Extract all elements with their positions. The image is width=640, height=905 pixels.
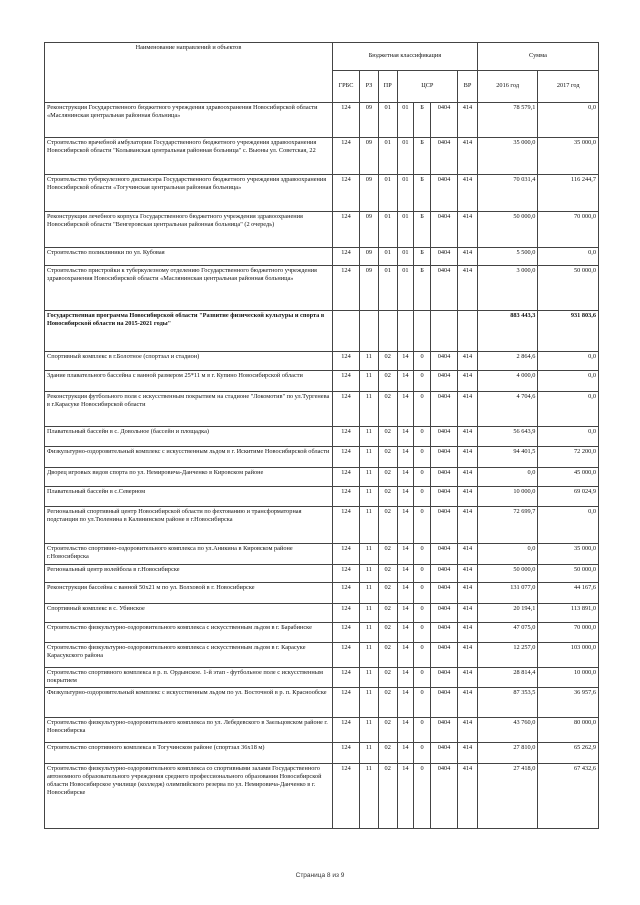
- cell-name: Региональный центр волейбола в г.Новосибирске: [45, 565, 333, 583]
- cell-grbs: 124: [332, 468, 359, 487]
- budget-table: [44, 42, 599, 829]
- cell-rz: 11: [360, 447, 379, 468]
- cell-c3: 0404: [430, 266, 457, 311]
- cell-pr: 02: [378, 604, 397, 623]
- cell-c1: 14: [397, 468, 414, 487]
- table-row: [45, 392, 599, 427]
- cell-c1: 14: [397, 604, 414, 623]
- cell-y2016: 5 500,0: [477, 248, 538, 266]
- table-row: [45, 487, 599, 507]
- header-2017: 2017 год: [538, 71, 599, 103]
- cell-y2016: 27 810,0: [477, 743, 538, 764]
- cell-pr: 02: [378, 718, 397, 743]
- cell-pr: 02: [378, 688, 397, 718]
- cell-c1: 14: [397, 718, 414, 743]
- table-row: [45, 668, 599, 688]
- cell-vr: 414: [458, 565, 478, 583]
- cell-pr: 02: [378, 352, 397, 371]
- cell-c2: 0: [414, 507, 431, 544]
- cell-y2017: 35 000,0: [538, 544, 599, 565]
- cell-grbs: 124: [332, 487, 359, 507]
- cell-c1: 01: [397, 138, 414, 175]
- cell-c2: 0: [414, 487, 431, 507]
- cell-c3: 0404: [430, 487, 457, 507]
- cell-name: Плавательный бассейн в с.Северном: [45, 487, 333, 507]
- cell-c2: 0: [414, 643, 431, 668]
- table-row: [45, 544, 599, 565]
- cell-vr: 414: [458, 352, 478, 371]
- cell-pr: 02: [378, 468, 397, 487]
- cell-y2016: 50 000,0: [477, 212, 538, 248]
- header-2016: 2016 год: [477, 71, 538, 103]
- cell-name: Реконструкция футбольного поля с искусственным покрытием на стадионе "Локомотив" по ул.Тургенева в г.Карасуке Новосибирской области: [45, 392, 333, 427]
- cell-c1: 14: [397, 352, 414, 371]
- header-grbs: ГРБС: [332, 71, 359, 103]
- cell-c2: Б: [414, 103, 431, 138]
- cell-pr: 02: [378, 623, 397, 643]
- cell-vr: 414: [458, 743, 478, 764]
- table-row: [45, 266, 599, 311]
- cell-pr: 01: [378, 248, 397, 266]
- cell-c1: 14: [397, 743, 414, 764]
- cell-c3: 0404: [430, 175, 457, 212]
- table-row: [45, 427, 599, 447]
- cell-vr: 414: [458, 266, 478, 311]
- table-row: [45, 507, 599, 544]
- table-row: [45, 103, 599, 138]
- cell-name: Строительство поликлиники по ул. Кубовая: [45, 248, 333, 266]
- cell-grbs: [332, 311, 359, 352]
- cell-c1: [397, 311, 414, 352]
- cell-name: Региональный спортивный центр Новосибирской области по фехтованию и трансформаторная подстанция по ул.Тюленина в Калининском районе в г.Новосибирска: [45, 507, 333, 544]
- cell-vr: 414: [458, 583, 478, 604]
- header-vr: ВР: [458, 71, 478, 103]
- cell-rz: 11: [360, 743, 379, 764]
- cell-name: Физкультурно-оздоровительный комплекс с искусственным льдом по ул. Восточной в р. п. Краснообске: [45, 688, 333, 718]
- cell-c2: 0: [414, 468, 431, 487]
- cell-y2017: 36 957,6: [538, 688, 599, 718]
- cell-y2017: 0,0: [538, 352, 599, 371]
- cell-grbs: 124: [332, 604, 359, 623]
- cell-c3: 0404: [430, 668, 457, 688]
- cell-y2017: 10 000,0: [538, 668, 599, 688]
- cell-vr: 414: [458, 427, 478, 447]
- cell-grbs: 124: [332, 138, 359, 175]
- cell-c2: [414, 311, 431, 352]
- cell-c2: 0: [414, 352, 431, 371]
- cell-rz: 09: [360, 175, 379, 212]
- cell-name: Строительство врачебной амбулатории Государственного бюджетного учреждения здравоохранения Новосибирской области "Колыванская центральная районная больница" с. Вьюны ул. Советская, 22: [45, 138, 333, 175]
- cell-y2016: 883 443,3: [477, 311, 538, 352]
- cell-c3: 0404: [430, 544, 457, 565]
- cell-rz: 09: [360, 103, 379, 138]
- cell-c3: 0404: [430, 718, 457, 743]
- cell-rz: 11: [360, 427, 379, 447]
- cell-vr: 414: [458, 103, 478, 138]
- cell-name: Реконструкция лечебного корпуса Государственного бюджетного учреждения здравоохранения Новосибирской области "Венгеровская центральная районная больница" (2 очередь): [45, 212, 333, 248]
- cell-grbs: 124: [332, 371, 359, 392]
- cell-c3: 0404: [430, 352, 457, 371]
- cell-vr: 414: [458, 392, 478, 427]
- cell-c3: [430, 311, 457, 352]
- cell-c3: 0404: [430, 392, 457, 427]
- cell-c2: 0: [414, 583, 431, 604]
- cell-rz: 09: [360, 248, 379, 266]
- cell-y2016: 35 000,0: [477, 138, 538, 175]
- cell-rz: 11: [360, 392, 379, 427]
- cell-y2016: 4 704,6: [477, 392, 538, 427]
- cell-c3: 0404: [430, 643, 457, 668]
- cell-vr: 414: [458, 668, 478, 688]
- cell-y2017: 116 244,7: [538, 175, 599, 212]
- cell-y2017: 80 000,0: [538, 718, 599, 743]
- cell-y2017: 0,0: [538, 392, 599, 427]
- cell-vr: 414: [458, 544, 478, 565]
- cell-rz: 11: [360, 507, 379, 544]
- cell-pr: 02: [378, 507, 397, 544]
- cell-c3: 0404: [430, 212, 457, 248]
- cell-c1: 14: [397, 487, 414, 507]
- cell-vr: 414: [458, 623, 478, 643]
- header-csr: ЦСР: [397, 71, 457, 103]
- cell-grbs: 124: [332, 718, 359, 743]
- table-row: [45, 248, 599, 266]
- table-row: [45, 371, 599, 392]
- table-row: [45, 583, 599, 604]
- table-row: [45, 743, 599, 764]
- cell-pr: 02: [378, 371, 397, 392]
- cell-rz: 09: [360, 266, 379, 311]
- cell-c3: 0404: [430, 604, 457, 623]
- cell-c2: 0: [414, 565, 431, 583]
- cell-pr: 02: [378, 392, 397, 427]
- cell-pr: 01: [378, 266, 397, 311]
- cell-grbs: 124: [332, 544, 359, 565]
- cell-rz: 09: [360, 212, 379, 248]
- cell-name: Плавательный бассейн в с. Довольное (бассейн и площадка): [45, 427, 333, 447]
- header-pr: ПР: [378, 71, 397, 103]
- cell-c1: 14: [397, 583, 414, 604]
- cell-y2017: 69 024,9: [538, 487, 599, 507]
- cell-grbs: 124: [332, 688, 359, 718]
- cell-name: Дворец игровых видов спорта по ул. Немировича-Данченко в Кировском районе: [45, 468, 333, 487]
- cell-name: Спортивный комплекс в с. Убинское: [45, 604, 333, 623]
- cell-c3: 0404: [430, 371, 457, 392]
- cell-name: Строительство спортивного комплекса в Тогучинском районе (спортзал 36х18 м): [45, 743, 333, 764]
- cell-pr: 02: [378, 487, 397, 507]
- cell-c3: 0404: [430, 248, 457, 266]
- cell-rz: 11: [360, 623, 379, 643]
- page-number: Страница 8 из 9: [295, 872, 345, 879]
- cell-y2016: 87 353,5: [477, 688, 538, 718]
- cell-c2: 0: [414, 392, 431, 427]
- cell-name: Строительство пристройки к туберкулезному отделению Государственного бюджетного учреждения здравоохранения Новосибирской области «Маслянинская центральная районная больница»: [45, 266, 333, 311]
- cell-vr: [458, 311, 478, 352]
- cell-c1: 14: [397, 507, 414, 544]
- cell-y2017: 50 000,0: [538, 565, 599, 583]
- cell-grbs: 124: [332, 248, 359, 266]
- cell-y2016: 28 814,4: [477, 668, 538, 688]
- cell-rz: 11: [360, 718, 379, 743]
- cell-grbs: 124: [332, 507, 359, 544]
- cell-c1: 14: [397, 392, 414, 427]
- cell-c3: 0404: [430, 138, 457, 175]
- cell-vr: 414: [458, 764, 478, 829]
- cell-vr: 414: [458, 371, 478, 392]
- cell-rz: 11: [360, 352, 379, 371]
- cell-grbs: 124: [332, 447, 359, 468]
- cell-pr: 01: [378, 103, 397, 138]
- table-row: [45, 138, 599, 175]
- cell-rz: 11: [360, 604, 379, 623]
- cell-name: Строительство физкультурно-оздоровительного комплекса с искусственным льдом в г. Барабинске: [45, 623, 333, 643]
- cell-y2016: 50 000,0: [477, 565, 538, 583]
- table-row: [45, 604, 599, 623]
- cell-c1: 01: [397, 212, 414, 248]
- cell-pr: 02: [378, 447, 397, 468]
- cell-y2017: 44 167,6: [538, 583, 599, 604]
- cell-c2: 0: [414, 688, 431, 718]
- cell-pr: 01: [378, 138, 397, 175]
- cell-grbs: 124: [332, 583, 359, 604]
- table-row: [45, 764, 599, 829]
- cell-c2: 0: [414, 764, 431, 829]
- cell-y2016: 56 643,9: [477, 427, 538, 447]
- cell-y2017: 72 200,0: [538, 447, 599, 468]
- table-row: [45, 212, 599, 248]
- cell-c3: 0404: [430, 103, 457, 138]
- cell-c3: 0404: [430, 764, 457, 829]
- cell-name: Реконструкция бассейна с ванной 50х21 м по ул. Волховой в г. Новосибирске: [45, 583, 333, 604]
- cell-c2: Б: [414, 212, 431, 248]
- cell-c3: 0404: [430, 583, 457, 604]
- cell-c2: 0: [414, 427, 431, 447]
- cell-grbs: 124: [332, 175, 359, 212]
- cell-rz: 11: [360, 764, 379, 829]
- table-row: [45, 565, 599, 583]
- cell-c3: 0404: [430, 623, 457, 643]
- cell-y2017: 0,0: [538, 103, 599, 138]
- cell-y2017: 0,0: [538, 427, 599, 447]
- cell-pr: 02: [378, 743, 397, 764]
- table-row: [45, 623, 599, 643]
- cell-pr: 02: [378, 427, 397, 447]
- cell-name: Строительство физкультурно-оздоровительного комплекса со спортивными залами Государственного автономного образовательного учреждения среднего профессионального образования Новосибирской области Новосибирское училище (колледж) олимпийского резерва по ул. Немировича-Данченко в г. Новосибирске: [45, 764, 333, 829]
- cell-y2017: 67 432,6: [538, 764, 599, 829]
- cell-rz: 11: [360, 668, 379, 688]
- cell-name: Реконструкция Государственного бюджетного учреждения здравоохранения Новосибирской области «Маслянинская центральная районная больница»: [45, 103, 333, 138]
- table-row: [45, 688, 599, 718]
- cell-c2: 0: [414, 718, 431, 743]
- table-row: [45, 175, 599, 212]
- cell-c1: 14: [397, 764, 414, 829]
- cell-vr: 414: [458, 507, 478, 544]
- table-row: [45, 468, 599, 487]
- cell-c3: 0404: [430, 468, 457, 487]
- cell-grbs: 124: [332, 266, 359, 311]
- cell-grbs: 124: [332, 103, 359, 138]
- cell-c1: 14: [397, 427, 414, 447]
- cell-rz: 11: [360, 688, 379, 718]
- cell-grbs: 124: [332, 352, 359, 371]
- cell-rz: 11: [360, 487, 379, 507]
- cell-grbs: 124: [332, 764, 359, 829]
- cell-vr: 414: [458, 718, 478, 743]
- cell-rz: 11: [360, 468, 379, 487]
- cell-c1: 14: [397, 565, 414, 583]
- cell-pr: 01: [378, 212, 397, 248]
- cell-y2017: 70 000,0: [538, 212, 599, 248]
- cell-rz: 11: [360, 544, 379, 565]
- header-rz: РЗ: [360, 71, 379, 103]
- cell-vr: 414: [458, 604, 478, 623]
- cell-y2017: 931 803,6: [538, 311, 599, 352]
- cell-y2016: 10 000,0: [477, 487, 538, 507]
- table-row: [45, 718, 599, 743]
- cell-c1: 01: [397, 103, 414, 138]
- cell-grbs: 124: [332, 668, 359, 688]
- cell-c3: 0404: [430, 507, 457, 544]
- cell-y2016: 78 579,1: [477, 103, 538, 138]
- cell-c2: 0: [414, 447, 431, 468]
- program-row: [45, 311, 599, 352]
- cell-rz: 11: [360, 583, 379, 604]
- cell-pr: 02: [378, 565, 397, 583]
- cell-c1: 14: [397, 371, 414, 392]
- cell-y2016: 20 194,1: [477, 604, 538, 623]
- cell-c2: 0: [414, 743, 431, 764]
- cell-pr: [378, 311, 397, 352]
- cell-c2: 0: [414, 668, 431, 688]
- cell-vr: 414: [458, 447, 478, 468]
- cell-y2017: 103 000,0: [538, 643, 599, 668]
- cell-c1: 01: [397, 248, 414, 266]
- cell-c2: 0: [414, 544, 431, 565]
- cell-y2016: 43 760,0: [477, 718, 538, 743]
- cell-y2017: 0,0: [538, 248, 599, 266]
- cell-vr: 414: [458, 468, 478, 487]
- cell-c2: 0: [414, 371, 431, 392]
- cell-grbs: 124: [332, 565, 359, 583]
- cell-c3: 0404: [430, 565, 457, 583]
- cell-y2016: 3 000,0: [477, 266, 538, 311]
- cell-y2016: 72 699,7: [477, 507, 538, 544]
- cell-pr: 02: [378, 668, 397, 688]
- cell-rz: 09: [360, 138, 379, 175]
- cell-vr: 414: [458, 643, 478, 668]
- table-row: [45, 352, 599, 371]
- table-row: [45, 447, 599, 468]
- table-body: [45, 103, 599, 829]
- cell-name: Строительство физкультурно-оздоровительного комплекса по ул. Лебедевского в Заельцовском районе г. Новосибирска: [45, 718, 333, 743]
- cell-c1: 14: [397, 544, 414, 565]
- cell-rz: 11: [360, 371, 379, 392]
- cell-y2016: 27 418,0: [477, 764, 538, 829]
- cell-c2: 0: [414, 623, 431, 643]
- cell-vr: 414: [458, 248, 478, 266]
- cell-name: Строительство туберкулезного диспансера Государственного бюджетного учреждения здравоохранения Новосибирской области «Тогучинская центральная районная больница»: [45, 175, 333, 212]
- cell-name: Физкультурно-оздоровительный комплекс с искусственным льдом в г. Искитиме Новосибирской области: [45, 447, 333, 468]
- cell-c2: Б: [414, 266, 431, 311]
- cell-pr: 02: [378, 764, 397, 829]
- cell-c2: Б: [414, 248, 431, 266]
- cell-c2: Б: [414, 175, 431, 212]
- cell-name: Здание плавательного бассейна с ванной размером 25*11 м в г. Купино Новосибирской области: [45, 371, 333, 392]
- cell-name: Государственная программа Новосибирской области "Развитие физической культуры и спорта в Новосибирской области на 2015-2021 годы": [45, 311, 333, 352]
- cell-y2016: 2 864,6: [477, 352, 538, 371]
- cell-y2017: 0,0: [538, 507, 599, 544]
- cell-vr: 414: [458, 212, 478, 248]
- header-sum: Сумма: [477, 43, 598, 71]
- cell-vr: 414: [458, 487, 478, 507]
- cell-grbs: 124: [332, 427, 359, 447]
- header-name: Наименование направлений и объектов: [45, 43, 333, 103]
- cell-c2: Б: [414, 138, 431, 175]
- cell-name: Строительство спортивного комплекса в р. п. Ордынское. 1-й этап - футбольное поле с искусственным покрытием: [45, 668, 333, 688]
- cell-vr: 414: [458, 175, 478, 212]
- header-budget-classification: Бюджетная классификация: [332, 43, 477, 71]
- cell-grbs: 124: [332, 643, 359, 668]
- cell-y2017: 50 000,0: [538, 266, 599, 311]
- cell-c1: 14: [397, 623, 414, 643]
- cell-name: Строительство спортивно-оздоровительного комплекса по ул.Аникина в Кировском районе г.Новосибирска: [45, 544, 333, 565]
- cell-rz: 11: [360, 643, 379, 668]
- cell-rz: [360, 311, 379, 352]
- cell-c1: 14: [397, 643, 414, 668]
- cell-c1: 14: [397, 668, 414, 688]
- cell-y2016: 70 031,4: [477, 175, 538, 212]
- cell-y2016: 12 257,0: [477, 643, 538, 668]
- cell-c2: 0: [414, 604, 431, 623]
- cell-pr: 02: [378, 544, 397, 565]
- cell-y2017: 65 262,9: [538, 743, 599, 764]
- table-row: [45, 643, 599, 668]
- cell-y2017: 45 000,0: [538, 468, 599, 487]
- cell-pr: 02: [378, 643, 397, 668]
- cell-rz: 11: [360, 565, 379, 583]
- cell-y2017: 0,0: [538, 371, 599, 392]
- cell-c3: 0404: [430, 447, 457, 468]
- cell-y2016: 0,0: [477, 544, 538, 565]
- cell-pr: 01: [378, 175, 397, 212]
- cell-y2016: 47 075,0: [477, 623, 538, 643]
- cell-c1: 01: [397, 266, 414, 311]
- cell-vr: 414: [458, 138, 478, 175]
- cell-c3: 0404: [430, 688, 457, 718]
- cell-y2017: 35 000,0: [538, 138, 599, 175]
- cell-y2016: 4 000,0: [477, 371, 538, 392]
- cell-y2016: 131 077,0: [477, 583, 538, 604]
- cell-grbs: 124: [332, 743, 359, 764]
- cell-y2016: 94 401,5: [477, 447, 538, 468]
- cell-c1: 01: [397, 175, 414, 212]
- cell-y2017: 70 000,0: [538, 623, 599, 643]
- cell-y2016: 0,0: [477, 468, 538, 487]
- cell-c3: 0404: [430, 427, 457, 447]
- cell-grbs: 124: [332, 392, 359, 427]
- cell-c3: 0404: [430, 743, 457, 764]
- cell-name: Строительство физкультурно-оздоровительного комплекса с искусственным льдом в г. Карасуке Карасукского района: [45, 643, 333, 668]
- cell-c1: 14: [397, 447, 414, 468]
- cell-name: Спортивный комплекс в г.Болотное (спортзал и стадион): [45, 352, 333, 371]
- cell-pr: 02: [378, 583, 397, 604]
- cell-c1: 14: [397, 688, 414, 718]
- cell-grbs: 124: [332, 623, 359, 643]
- cell-y2017: 113 891,0: [538, 604, 599, 623]
- cell-grbs: 124: [332, 212, 359, 248]
- cell-vr: 414: [458, 688, 478, 718]
